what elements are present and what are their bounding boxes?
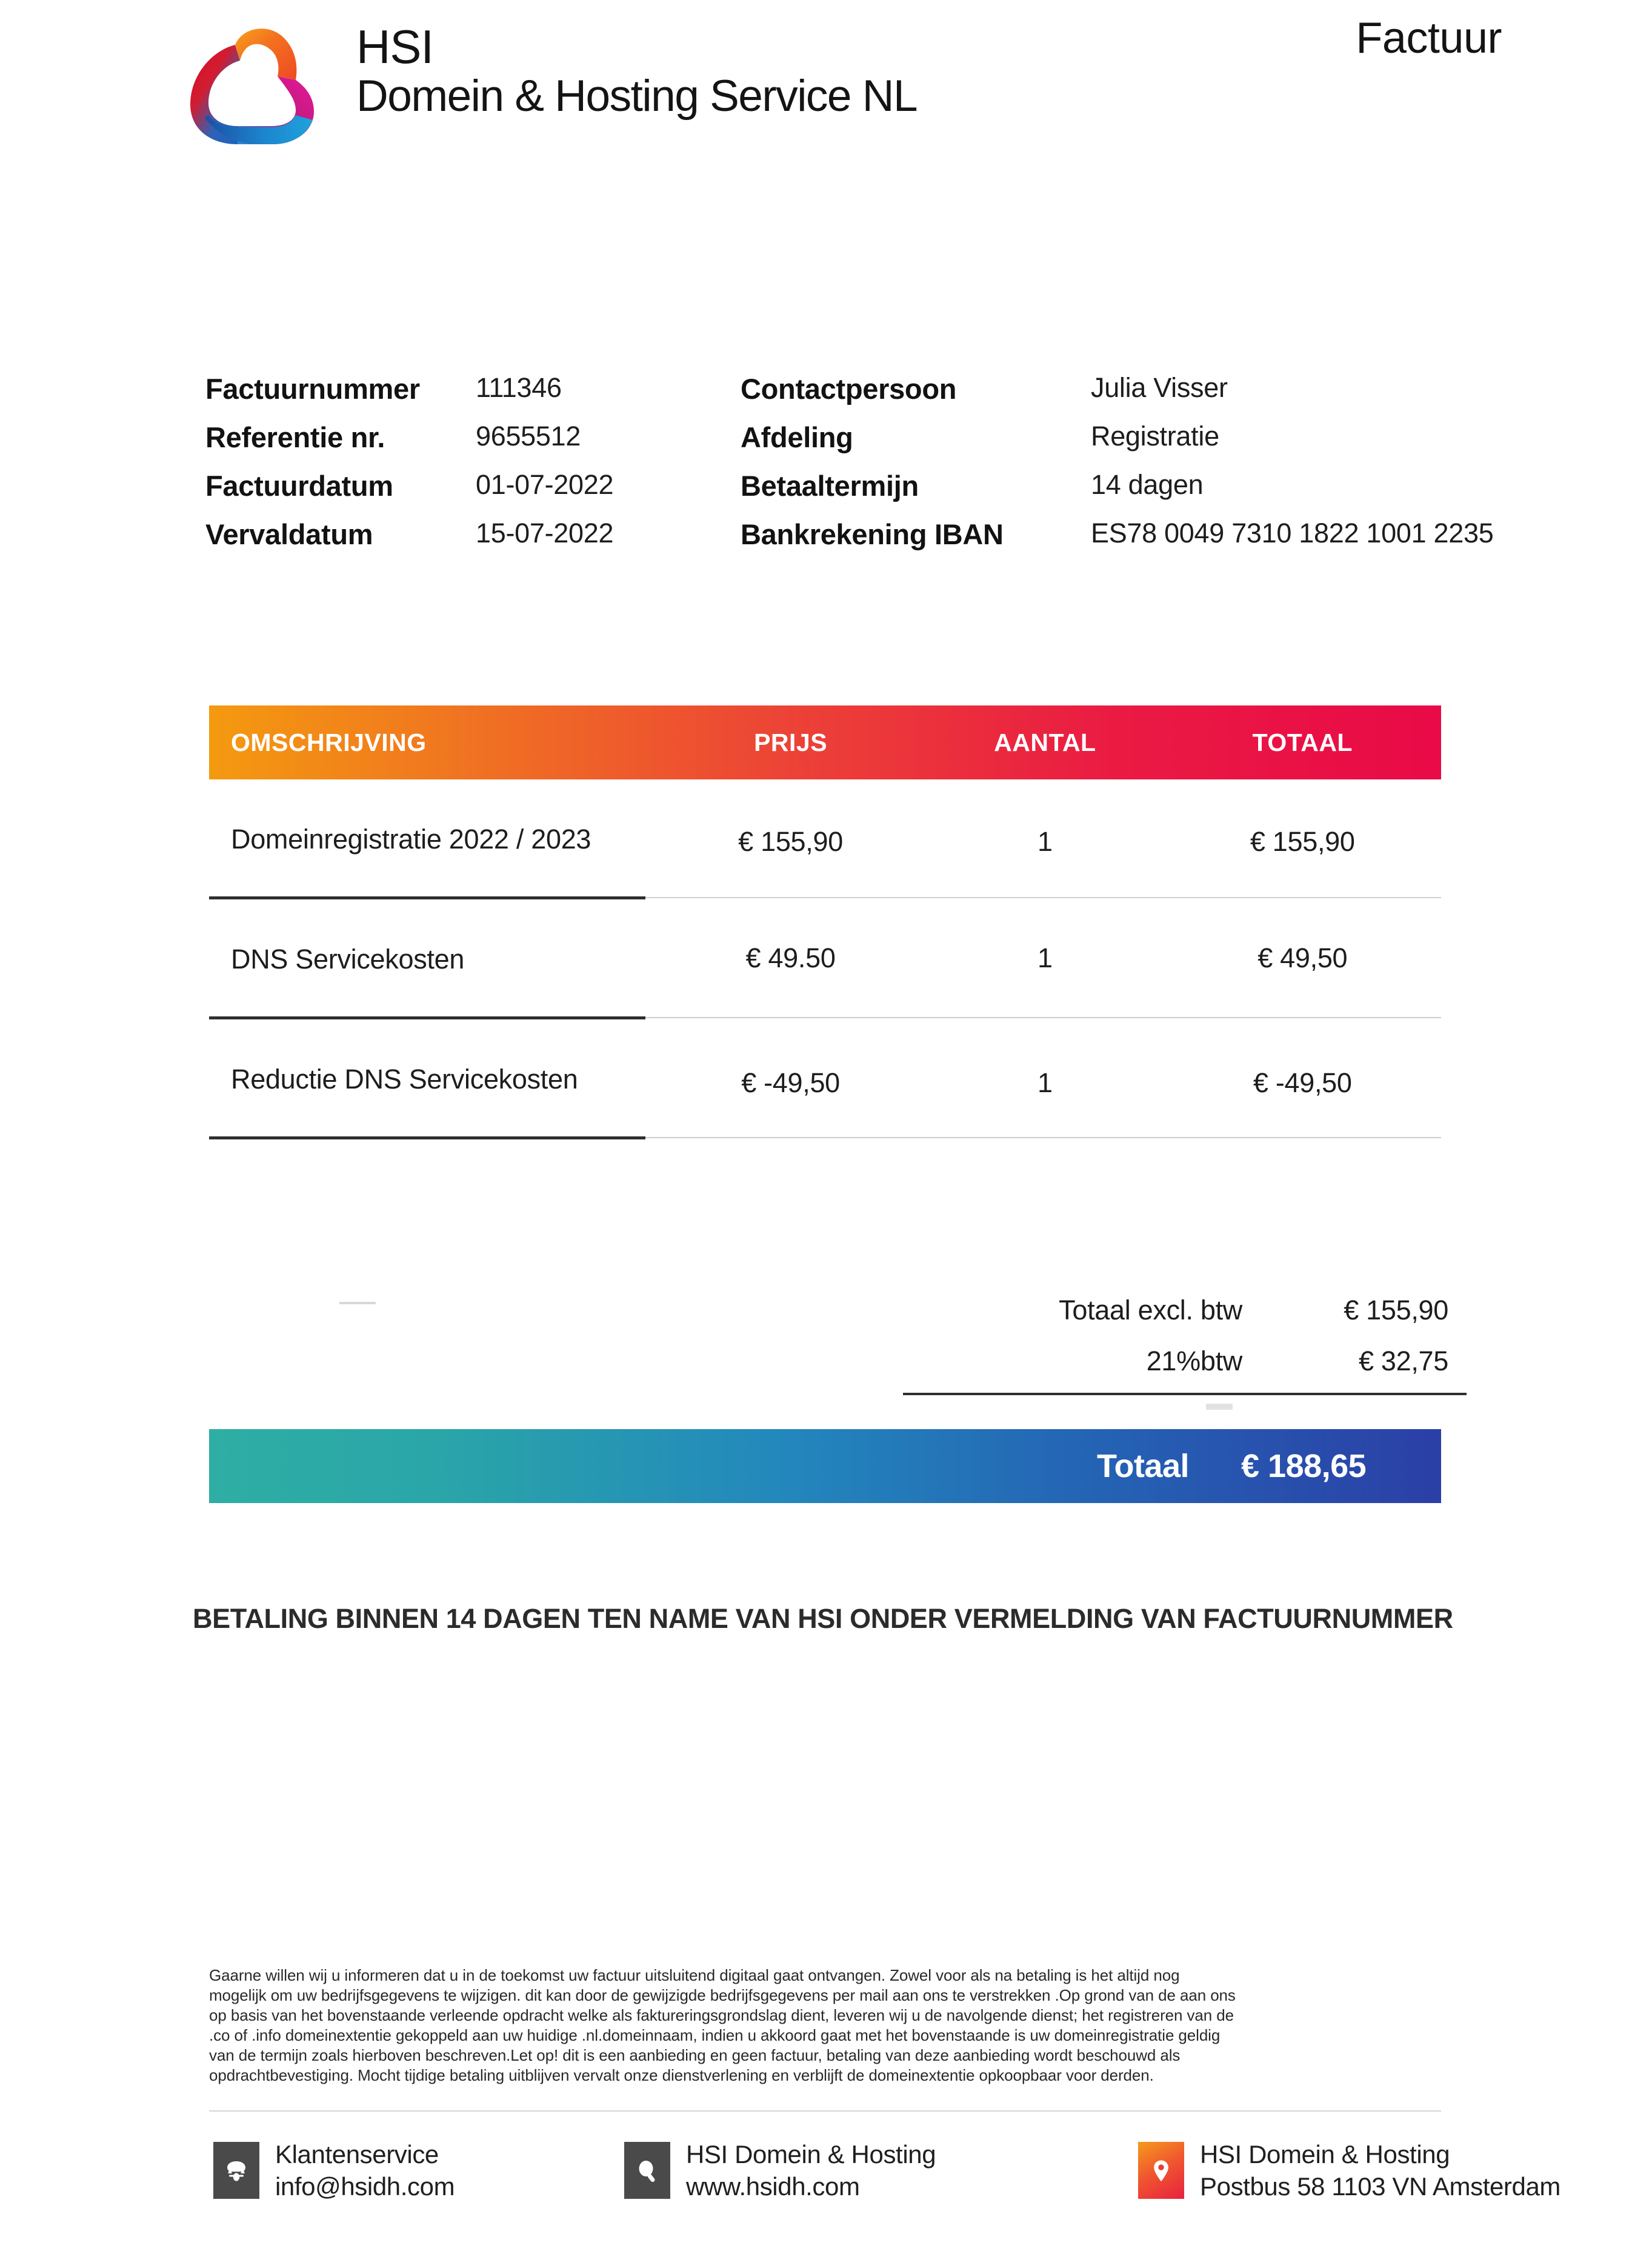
cell-total: € 49,50: [1257, 942, 1348, 973]
meta-value: 15-07-2022: [476, 518, 614, 548]
grand-total-label: Totaal: [1096, 1448, 1189, 1484]
footer-text-block: [686, 2138, 936, 2202]
footer-text-block: [1200, 2138, 1560, 2202]
meta-label: Referentie nr.: [205, 421, 385, 453]
meta-value: ES78 0049 7310 1822 1001 2235: [1091, 518, 1494, 548]
company-name: HSI: [356, 20, 434, 73]
column-header-aantal: AANTAL: [994, 728, 1096, 756]
meta-value: 9655512: [476, 421, 581, 452]
cell-total: € 155,90: [1250, 826, 1355, 857]
fine-print-line: van de termijn zoals hierboven beschreven.Let op! dit is een aanbieding en geen factuur, betaling van deze aanbieding wordt beschouwd als: [209, 2046, 1181, 2064]
table-row: [209, 779, 1441, 899]
meta-label: Betaaltermijn: [741, 470, 919, 502]
footer-line-2: Postbus 58 1103 VN Amsterdam: [1200, 2172, 1561, 2201]
fine-print-line: mogelijk om uw bedrijfsgegevens te wijzigen. dit kan door de gewijzigde bedrijfsgegevens per mail aan ons te verstrekken .Op grond van de aan ons: [209, 1986, 1236, 2004]
row-divider-dark-segment: [209, 1136, 645, 1139]
cell-description: DNS Servicekosten: [231, 944, 465, 975]
meta-value: 14 dagen: [1091, 469, 1204, 500]
cell-quantity: 1: [1037, 942, 1053, 973]
brand-wordmark: [356, 20, 918, 121]
meta-row-referentie-nr: [205, 421, 666, 469]
table-header-row: [209, 705, 1441, 779]
cell-price: € 155,90: [738, 826, 843, 857]
phone-icon: [213, 2142, 259, 2199]
meta-row-contactpersoon: [741, 372, 1547, 421]
document-header: [0, 0, 1652, 182]
table-row: [209, 899, 1441, 1019]
cloud-droplet-gradient-logo-icon: [177, 13, 339, 147]
meta-label: Bankrekening IBAN: [741, 518, 1004, 550]
grand-total-bar: [209, 1429, 1441, 1503]
footer-contact-customer-service: [213, 2138, 455, 2202]
magnifier-icon: [624, 2142, 670, 2199]
meta-value: 01-07-2022: [476, 469, 614, 500]
meta-label: Vervaldatum: [205, 518, 373, 550]
row-divider-light-segment: [645, 1017, 1441, 1018]
footer-contact-address: [1138, 2138, 1560, 2202]
footer-text-block: [275, 2138, 455, 2202]
footer-line-2[interactable]: info@hsidh.com: [275, 2172, 455, 2201]
meta-row-betaaltermijn: [741, 469, 1547, 518]
row-divider: [209, 1136, 1441, 1139]
cell-price: € -49,50: [741, 1067, 840, 1098]
cell-total: € -49,50: [1253, 1067, 1352, 1098]
meta-row-vervaldatum: [205, 518, 666, 566]
footer-line-1: Klantenservice: [275, 2140, 439, 2169]
payment-notice: BETALING BINNEN 14 DAGEN TEN NAME VAN HSI ONDER VERMELDING VAN FACTUURNUMMER: [193, 1603, 1453, 1634]
meta-row-afdeling: [741, 421, 1547, 469]
footer-divider: [209, 2110, 1441, 2112]
meta-label: Contactpersoon: [741, 373, 957, 405]
summary-label: 21%btw: [1146, 1345, 1242, 1376]
footer-contact-website: [624, 2138, 936, 2202]
footer-line-1: HSI Domein & Hosting: [1200, 2140, 1450, 2169]
cell-quantity: 1: [1037, 1067, 1053, 1098]
summary-rule: [903, 1393, 1467, 1395]
invoice-meta-left-column: [205, 372, 666, 566]
meta-row-factuurdatum: [205, 469, 666, 518]
fine-print-line: .co of .info domeinextentie gekoppeld aan uw huidige .nl.domeinnaam, indien u akkoord gaat met het bovenstaande is uw domeinregistratie geldig: [209, 2026, 1221, 2044]
meta-row-factuurnummer: [205, 372, 666, 421]
totals-summary: [903, 1285, 1467, 1387]
summary-label: Totaal excl. btw: [1059, 1295, 1242, 1325]
cell-description: Domeinregistratie 2022 / 2023: [231, 824, 591, 855]
footer-line-1: HSI Domein & Hosting: [686, 2140, 936, 2169]
cell-quantity: 1: [1037, 826, 1053, 857]
meta-label: Afdeling: [741, 421, 853, 453]
meta-label: Factuurdatum: [205, 470, 393, 502]
grand-total-value: € 188,65: [1241, 1448, 1367, 1484]
meta-value: Julia Visser: [1091, 372, 1228, 403]
meta-value: Registratie: [1091, 421, 1219, 452]
column-header-omschrijving: OMSCHRIJVING: [231, 728, 427, 756]
line-items-table: [209, 705, 1441, 1139]
footer-line-2[interactable]: www.hsidh.com: [686, 2172, 860, 2201]
invoice-meta-right-column: [741, 372, 1547, 566]
summary-value: € 32,75: [1358, 1345, 1448, 1376]
fine-print-block: [209, 1966, 1397, 2086]
meta-label: Factuurnummer: [205, 373, 420, 405]
fine-print-line: Gaarne willen wij u informeren dat u in de toekomst uw factuur uitsluitend digitaal gaat ontvangen. Zowel voor als na betaling is het altijd nog: [209, 1966, 1180, 1984]
table-row: [209, 1019, 1441, 1139]
meta-row-bankrekening-iban: [741, 518, 1547, 566]
summary-row-subtotal: [903, 1285, 1467, 1336]
document-footer: [0, 2138, 1652, 2247]
location-pin-icon: [1138, 2142, 1184, 2199]
fine-print-line: op basis van het bovenstaande verleende opdracht welke als faktureringsgrondslag dient, leveren wij u de navolgende dienst; het registreren van de: [209, 2006, 1234, 2024]
summary-artifact-mark: [339, 1302, 376, 1304]
summary-row-vat: [903, 1336, 1467, 1387]
fine-print-line: opdrachtbevestiging. Mocht tijdige betaling uitblijven vervalt onze dienstverlening en verblijft de domeinextentie opkoopbaar voor derden.: [209, 2066, 1154, 2084]
cell-price: € 49.50: [745, 942, 836, 973]
document-type-title: Factuur: [1356, 14, 1502, 62]
meta-value: 111346: [476, 372, 562, 403]
column-header-totaal: TOTAAL: [1252, 728, 1353, 756]
brand-logo-block: [177, 16, 917, 147]
cell-description: Reductie DNS Servicekosten: [231, 1064, 578, 1095]
row-divider-light-segment: [645, 1137, 1441, 1138]
summary-artifact-mark-2: [1206, 1404, 1233, 1410]
column-header-prijs: PRIJS: [754, 728, 828, 756]
summary-value: € 155,90: [1344, 1295, 1448, 1325]
invoice-meta: [0, 372, 1652, 578]
company-tagline: Domein & Hosting Service NL: [356, 72, 918, 121]
